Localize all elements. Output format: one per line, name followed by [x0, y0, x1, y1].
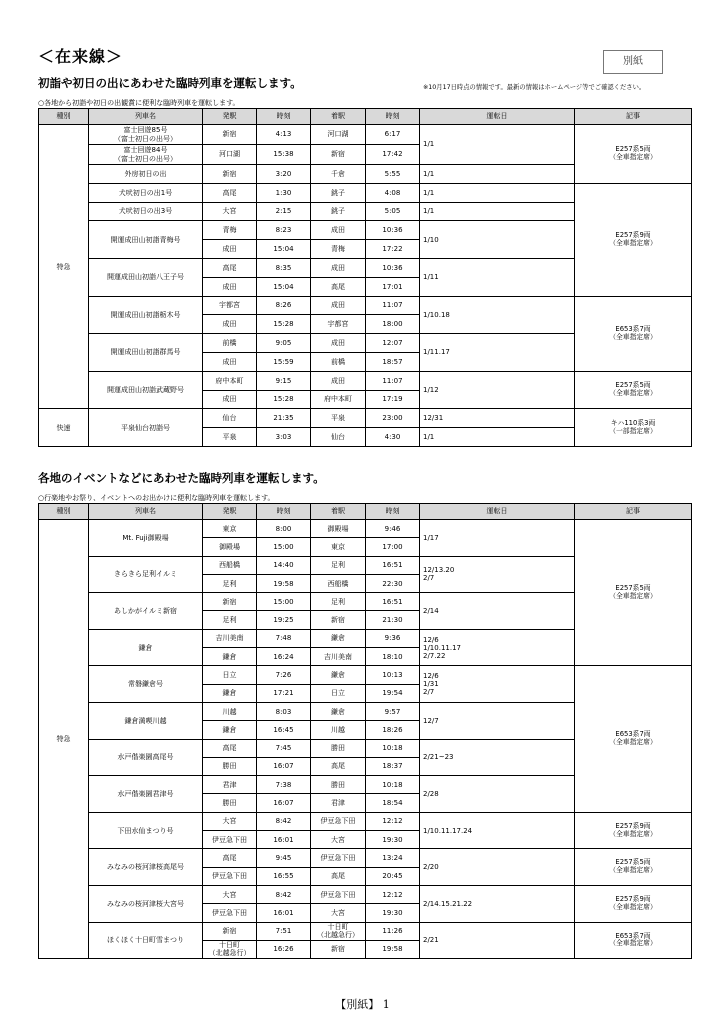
arrival-time: 12:12 — [366, 885, 420, 903]
departure-time: 15:28 — [257, 315, 311, 334]
operation-dates: 2/14 — [420, 593, 575, 630]
remarks: E257系5両 （全車指定席） — [575, 849, 692, 886]
remarks: E257系9両 （全車指定席） — [575, 183, 692, 296]
arrival-time: 19:30 — [366, 904, 420, 922]
departure-time: 8:42 — [257, 812, 311, 830]
departure-time: 8:03 — [257, 702, 311, 720]
departure-time: 15:00 — [257, 538, 311, 556]
departure-station: 成田 — [203, 315, 257, 334]
departure-station: 君津 — [203, 776, 257, 794]
arrival-station: 高尾 — [311, 757, 366, 775]
train-name: 犬吠初日の出1号 — [89, 183, 203, 202]
arrival-station: 宇都宮 — [311, 315, 366, 334]
departure-time: 15:04 — [257, 277, 311, 296]
arrival-time: 18:00 — [366, 315, 420, 334]
departure-time: 16:24 — [257, 648, 311, 666]
remarks: E653系7両 （全車指定席） — [575, 296, 692, 371]
arrival-time: 10:18 — [366, 739, 420, 757]
section1-title: 初詣や初日の出にあわせた臨時列車を運転します。 — [38, 76, 302, 90]
departure-time: 16:01 — [257, 831, 311, 849]
train-name: 富士回遊84号 （富士初日の出号） — [89, 145, 203, 165]
operation-dates: 1/1 — [420, 183, 575, 202]
arrival-station: 日立 — [311, 684, 366, 702]
departure-station: 青梅 — [203, 221, 257, 240]
operation-dates: 12/7 — [420, 702, 575, 739]
operation-dates: 12/13.20 2/7 — [420, 556, 575, 593]
table-header-row — [39, 504, 692, 520]
header-arrival-time: 時刻 — [366, 109, 420, 125]
departure-time: 16:01 — [257, 904, 311, 922]
train-name: 水戸偕楽園高尾号 — [89, 739, 203, 776]
header-departure-station: 発駅 — [203, 109, 257, 125]
table-row — [39, 885, 692, 903]
departure-time: 7:38 — [257, 776, 311, 794]
table-row — [39, 849, 692, 867]
departure-station: 新宿 — [203, 125, 257, 145]
departure-time: 17:21 — [257, 684, 311, 702]
arrival-time: 9:46 — [366, 520, 420, 538]
operation-dates: 1/1 — [420, 165, 575, 184]
operation-dates: 2/28 — [420, 776, 575, 813]
section2-subtitle: ○行楽地やお祭り、イベントへのお出かけに便利な臨時列車を運転します。 — [38, 494, 275, 502]
section1-subtitle: ○各地から初詣や初日の出観賞に便利な臨時列車を運転します。 — [38, 99, 240, 107]
departure-station: 勝田 — [203, 794, 257, 812]
departure-time: 15:38 — [257, 145, 311, 165]
arrival-time: 17:19 — [366, 390, 420, 409]
operation-dates: 12/31 — [420, 409, 575, 428]
arrival-station: 十日町 （北越急行） — [311, 922, 366, 940]
header-remarks: 記事 — [575, 504, 692, 520]
departure-station: 新宿 — [203, 922, 257, 940]
arrival-station: 足利 — [311, 593, 366, 611]
operation-dates: 2/14.15.21.22 — [420, 885, 575, 922]
header-departure-time: 時刻 — [257, 109, 311, 125]
train-type: 特急 — [39, 125, 89, 409]
arrival-station: 伊豆急下田 — [311, 849, 366, 867]
arrival-time: 22:30 — [366, 574, 420, 592]
departure-station: 東京 — [203, 520, 257, 538]
departure-time: 9:05 — [257, 334, 311, 353]
operation-dates: 12/6 1/31 2/7 — [420, 666, 575, 703]
arrival-station: 勝田 — [311, 739, 366, 757]
departure-station: 成田 — [203, 277, 257, 296]
arrival-station: 西船橋 — [311, 574, 366, 592]
departure-time: 7:45 — [257, 739, 311, 757]
departure-time: 21:35 — [257, 409, 311, 428]
arrival-station: 河口湖 — [311, 125, 366, 145]
arrival-station: 高尾 — [311, 277, 366, 296]
departure-station: 勝田 — [203, 757, 257, 775]
table-row — [39, 371, 692, 390]
departure-station: 成田 — [203, 390, 257, 409]
timetable-new-year — [38, 108, 692, 447]
train-name: 富士回遊85号 （富士初日の出号） — [89, 125, 203, 145]
arrival-station: 平泉 — [311, 409, 366, 428]
remarks: E257系9両 （全車指定席） — [575, 812, 692, 849]
arrival-time: 18:26 — [366, 721, 420, 739]
operation-dates: 2/20 — [420, 849, 575, 886]
table-header-row — [39, 109, 692, 125]
remarks: E257系5両 （全車指定席） — [575, 371, 692, 409]
timetable-events — [38, 503, 692, 959]
departure-station: 河口湖 — [203, 145, 257, 165]
arrival-time: 5:05 — [366, 202, 420, 221]
departure-station: 高尾 — [203, 739, 257, 757]
table-row — [39, 922, 692, 940]
departure-time: 7:26 — [257, 666, 311, 684]
departure-station: 新宿 — [203, 593, 257, 611]
arrival-time: 19:58 — [366, 940, 420, 958]
arrival-station: 青梅 — [311, 240, 366, 259]
arrival-time: 18:37 — [366, 757, 420, 775]
departure-time: 8:23 — [257, 221, 311, 240]
arrival-station: 府中本町 — [311, 390, 366, 409]
operation-dates: 1/1 — [420, 125, 575, 165]
operation-dates: 1/11.17 — [420, 334, 575, 372]
arrival-time: 17:42 — [366, 145, 420, 165]
operation-dates: 1/10.18 — [420, 296, 575, 334]
page-title: ＜在来線＞ — [38, 47, 124, 66]
departure-time: 16:55 — [257, 867, 311, 885]
arrival-station: 大宮 — [311, 831, 366, 849]
page-footer: 【別紙】 1 — [335, 998, 390, 1011]
departure-station: 大宮 — [203, 202, 257, 221]
departure-time: 15:28 — [257, 390, 311, 409]
arrival-station: 鎌倉 — [311, 702, 366, 720]
arrival-station: 前橋 — [311, 352, 366, 371]
arrival-time: 17:01 — [366, 277, 420, 296]
departure-time: 16:07 — [257, 757, 311, 775]
train-name: 常磐鎌倉号 — [89, 666, 203, 703]
arrival-time: 18:10 — [366, 648, 420, 666]
arrival-time: 11:26 — [366, 922, 420, 940]
arrival-time: 4:30 — [366, 428, 420, 447]
departure-time: 15:00 — [257, 593, 311, 611]
operation-dates: 1/11 — [420, 258, 575, 296]
arrival-time: 10:36 — [366, 221, 420, 240]
header-arrival-station: 着駅 — [311, 504, 366, 520]
departure-time: 9:45 — [257, 849, 311, 867]
arrival-station: 大宮 — [311, 904, 366, 922]
train-name: 開運成田山初詣群馬号 — [89, 334, 203, 372]
departure-time: 16:07 — [257, 794, 311, 812]
departure-station: 伊豆急下田 — [203, 904, 257, 922]
train-type: 快速 — [39, 409, 89, 447]
arrival-station: 足利 — [311, 556, 366, 574]
arrival-time: 10:18 — [366, 776, 420, 794]
header-arrival-station: 着駅 — [311, 109, 366, 125]
departure-station: 鎌倉 — [203, 684, 257, 702]
arrival-station: 新宿 — [311, 940, 366, 958]
departure-time: 2:15 — [257, 202, 311, 221]
table-row — [39, 812, 692, 830]
arrival-station: 成田 — [311, 296, 366, 315]
table-row — [39, 520, 692, 538]
arrival-station: 東京 — [311, 538, 366, 556]
departure-time: 8:00 — [257, 520, 311, 538]
arrival-time: 10:13 — [366, 666, 420, 684]
departure-station: 前橋 — [203, 334, 257, 353]
arrival-station: 高尾 — [311, 867, 366, 885]
departure-station: 平泉 — [203, 428, 257, 447]
info-note: ※10月17日時点の情報です。最新の情報はホームページ等でご確認ください。 — [423, 84, 646, 91]
header-type: 種別 — [39, 504, 89, 520]
operation-dates: 2/21~23 — [420, 739, 575, 776]
arrival-station: 成田 — [311, 334, 366, 353]
header-operation-dates: 運転日 — [420, 109, 575, 125]
departure-time: 8:35 — [257, 258, 311, 277]
arrival-time: 9:36 — [366, 629, 420, 647]
arrival-station: 成田 — [311, 258, 366, 277]
departure-station: 府中本町 — [203, 371, 257, 390]
departure-station: 川越 — [203, 702, 257, 720]
departure-time: 19:58 — [257, 574, 311, 592]
arrival-station: 新宿 — [311, 145, 366, 165]
arrival-station: 仙台 — [311, 428, 366, 447]
arrival-station: 鎌倉 — [311, 629, 366, 647]
section2-title: 各地のイベントなどにあわせた臨時列車を運転します。 — [38, 471, 325, 485]
train-type: 特急 — [39, 520, 89, 959]
departure-time: 4:13 — [257, 125, 311, 145]
operation-dates: 12/6 1/10.11.17 2/7.22 — [420, 629, 575, 666]
header-train-name: 列車名 — [89, 109, 203, 125]
operation-dates: 1/17 — [420, 520, 575, 557]
table-row — [39, 666, 692, 684]
arrival-time: 18:54 — [366, 794, 420, 812]
departure-station: 伊豆急下田 — [203, 867, 257, 885]
departure-station: 十日町 （北越急行） — [203, 940, 257, 958]
arrival-time: 12:12 — [366, 812, 420, 830]
departure-time: 14:40 — [257, 556, 311, 574]
table-row — [39, 125, 692, 145]
header-train-name: 列車名 — [89, 504, 203, 520]
header-arrival-time: 時刻 — [366, 504, 420, 520]
header-operation-dates: 運転日 — [420, 504, 575, 520]
table-row — [39, 409, 692, 428]
arrival-time: 20:45 — [366, 867, 420, 885]
arrival-time: 10:36 — [366, 258, 420, 277]
departure-station: 鎌倉 — [203, 648, 257, 666]
train-name: 犬吠初日の出3号 — [89, 202, 203, 221]
arrival-station: 御殿場 — [311, 520, 366, 538]
train-name: 鎌倉満喫川越 — [89, 702, 203, 739]
departure-station: 新宿 — [203, 165, 257, 184]
train-name: 開運成田山初詣青梅号 — [89, 221, 203, 259]
arrival-station: 千倉 — [311, 165, 366, 184]
departure-time: 8:42 — [257, 885, 311, 903]
departure-station: 高尾 — [203, 183, 257, 202]
operation-dates: 1/10.11.17.24 — [420, 812, 575, 849]
operation-dates: 1/1 — [420, 428, 575, 447]
remarks: キハ110系3両 （一部指定席） — [575, 409, 692, 447]
departure-time: 3:03 — [257, 428, 311, 447]
arrival-time: 18:57 — [366, 352, 420, 371]
arrival-station: 新宿 — [311, 611, 366, 629]
train-name: Mt. Fuji御殿場 — [89, 520, 203, 557]
departure-station: 足利 — [203, 611, 257, 629]
departure-station: 宇都宮 — [203, 296, 257, 315]
departure-time: 8:26 — [257, 296, 311, 315]
departure-station: 鎌倉 — [203, 721, 257, 739]
train-name: ほくほく十日町雪まつり — [89, 922, 203, 959]
remarks: E653系7両 （全車指定席） — [575, 666, 692, 812]
remarks: E653系7両 （全車指定席） — [575, 922, 692, 959]
departure-station: 高尾 — [203, 849, 257, 867]
departure-station: 吉川美南 — [203, 629, 257, 647]
train-name: 開運成田山初詣武蔵野号 — [89, 371, 203, 409]
arrival-station: 吉川美南 — [311, 648, 366, 666]
arrival-time: 17:00 — [366, 538, 420, 556]
arrival-time: 23:00 — [366, 409, 420, 428]
departure-station: 御殿場 — [203, 538, 257, 556]
departure-time: 7:51 — [257, 922, 311, 940]
arrival-station: 伊豆急下田 — [311, 885, 366, 903]
header-type: 種別 — [39, 109, 89, 125]
arrival-station: 勝田 — [311, 776, 366, 794]
remarks: E257系9両 （全車指定席） — [575, 885, 692, 922]
arrival-station: 君津 — [311, 794, 366, 812]
arrival-time: 16:51 — [366, 593, 420, 611]
departure-station: 大宮 — [203, 885, 257, 903]
departure-time: 7:48 — [257, 629, 311, 647]
arrival-time: 19:30 — [366, 831, 420, 849]
table-row — [39, 296, 692, 315]
remarks: E257系5両 （全車指定席） — [575, 520, 692, 666]
arrival-time: 11:07 — [366, 371, 420, 390]
arrival-station: 成田 — [311, 371, 366, 390]
departure-time: 16:26 — [257, 940, 311, 958]
departure-time: 3:20 — [257, 165, 311, 184]
departure-station: 成田 — [203, 240, 257, 259]
operation-dates: 1/10 — [420, 221, 575, 259]
train-name: 開運成田山初詣八王子号 — [89, 258, 203, 296]
departure-time: 15:04 — [257, 240, 311, 259]
train-name: あしかがイルミ新宿 — [89, 593, 203, 630]
departure-time: 1:30 — [257, 183, 311, 202]
arrival-time: 12:07 — [366, 334, 420, 353]
train-name: 平泉仙台初詣号 — [89, 409, 203, 447]
train-name: 下田水仙まつり号 — [89, 812, 203, 849]
header-departure-station: 発駅 — [203, 504, 257, 520]
departure-time: 19:25 — [257, 611, 311, 629]
departure-station: 伊豆急下田 — [203, 831, 257, 849]
departure-station: 仙台 — [203, 409, 257, 428]
arrival-station: 銚子 — [311, 183, 366, 202]
arrival-station: 銚子 — [311, 202, 366, 221]
table-row — [39, 183, 692, 202]
arrival-time: 9:57 — [366, 702, 420, 720]
operation-dates: 2/21 — [420, 922, 575, 959]
train-name: 鎌倉 — [89, 629, 203, 666]
train-name: 外房初日の出 — [89, 165, 203, 184]
departure-station: 大宮 — [203, 812, 257, 830]
attachment-label-box: 別紙 — [603, 50, 663, 74]
train-name: 開運成田山初詣栃木号 — [89, 296, 203, 334]
operation-dates: 1/1 — [420, 202, 575, 221]
arrival-station: 川越 — [311, 721, 366, 739]
arrival-time: 4:08 — [366, 183, 420, 202]
train-name: みなみの桜河津桜高尾号 — [89, 849, 203, 886]
train-name: きらきら足利イルミ — [89, 556, 203, 593]
arrival-time: 6:17 — [366, 125, 420, 145]
arrival-station: 伊豆急下田 — [311, 812, 366, 830]
departure-time: 16:45 — [257, 721, 311, 739]
departure-station: 西船橋 — [203, 556, 257, 574]
departure-time: 9:15 — [257, 371, 311, 390]
arrival-time: 17:22 — [366, 240, 420, 259]
arrival-station: 成田 — [311, 221, 366, 240]
arrival-time: 21:30 — [366, 611, 420, 629]
departure-station: 日立 — [203, 666, 257, 684]
arrival-time: 13:24 — [366, 849, 420, 867]
remarks: E257系5両 （全車指定席） — [575, 125, 692, 184]
header-remarks: 記事 — [575, 109, 692, 125]
operation-dates: 1/12 — [420, 371, 575, 409]
arrival-time: 19:54 — [366, 684, 420, 702]
departure-station: 成田 — [203, 352, 257, 371]
header-departure-time: 時刻 — [257, 504, 311, 520]
arrival-time: 11:07 — [366, 296, 420, 315]
train-name: 水戸偕楽園君津号 — [89, 776, 203, 813]
train-name: みなみの桜河津桜大宮号 — [89, 885, 203, 922]
departure-station: 足利 — [203, 574, 257, 592]
departure-station: 高尾 — [203, 258, 257, 277]
arrival-time: 5:55 — [366, 165, 420, 184]
departure-time: 15:59 — [257, 352, 311, 371]
arrival-time: 16:51 — [366, 556, 420, 574]
arrival-station: 鎌倉 — [311, 666, 366, 684]
